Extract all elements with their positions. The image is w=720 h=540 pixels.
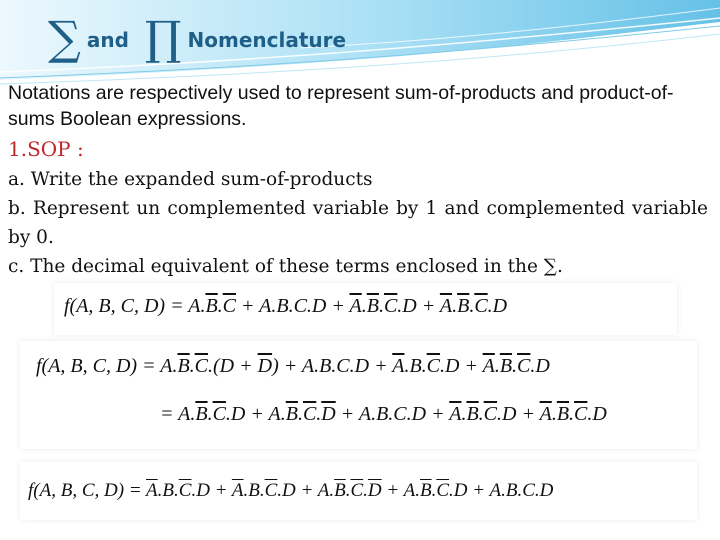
step-c: c. The decimal equivalent of these terms enclosed in the ∑. <box>8 256 563 277</box>
complemented-variable: $\overline{D}$ <box>367 480 382 501</box>
complemented-variable: $\overline{C}$ <box>574 403 588 425</box>
complemented-variable: $\overline{C}$ <box>302 403 317 425</box>
equation-term: .D + <box>397 295 440 317</box>
equation-term: . <box>378 295 384 317</box>
equation-term: . <box>461 403 467 425</box>
equation-term: . <box>316 403 322 425</box>
complemented-variable: $\overline{C}$ <box>264 480 278 501</box>
equation-term: . <box>452 295 458 317</box>
equation-term: .D + <box>191 480 232 501</box>
complemented-variable: $\overline{A}$ <box>146 480 158 501</box>
equation-term: . <box>431 480 437 501</box>
step-a: a. Write the expanded sum-of-products <box>8 169 373 190</box>
complemented-variable: $\overline{A}$ <box>449 403 462 425</box>
complemented-variable: $\overline{B}$ <box>457 295 470 317</box>
equation-term: . <box>363 480 368 501</box>
complemented-variable: $\overline{B}$ <box>499 355 513 377</box>
sum-symbol: ∑ <box>48 11 81 65</box>
equation-term: + A.B.C.D + <box>236 295 350 317</box>
complemented-variable: $\overline{B}$ <box>334 480 346 501</box>
equation-1 <box>64 295 507 318</box>
equation-box-2 <box>20 341 697 449</box>
intro-paragraph: Notations are respectively used to represent sum-of-products and product-of-sums Boolean expressions. <box>8 82 674 130</box>
complemented-variable: $\overline{B}$ <box>195 403 208 425</box>
complemented-variable: $\overline{B}$ <box>556 403 570 425</box>
complemented-variable: $\overline{C}$ <box>194 355 209 377</box>
complemented-variable: $\overline{C}$ <box>383 295 398 317</box>
complemented-variable: $\overline{C}$ <box>222 295 237 317</box>
complemented-variable: $\overline{D}$ <box>321 403 336 425</box>
equation-term: . <box>478 403 484 425</box>
equation-term: .B. <box>157 480 179 501</box>
equation-term: . <box>469 295 475 317</box>
equation-2-line-2 <box>160 403 607 426</box>
equation-term: .D + <box>440 355 483 377</box>
equation-3 <box>28 480 553 502</box>
equation-term: . <box>494 355 500 377</box>
equation-term: . <box>361 295 367 317</box>
equation-term: + A.B.C.D + <box>335 403 450 425</box>
product-symbol: ∏ <box>144 11 182 65</box>
equation-term: . <box>217 295 223 317</box>
sop-heading: 1.SOP : <box>8 137 84 161</box>
equation-term: .D + A.B.C.D <box>449 480 554 501</box>
complemented-variable: $\overline{C}$ <box>483 403 498 425</box>
complemented-variable: $\overline{B}$ <box>205 295 218 317</box>
equation-term: . <box>512 355 518 377</box>
equation-term: . <box>345 480 351 501</box>
equation-term: . <box>207 403 213 425</box>
complemented-variable: $\overline{C}$ <box>212 403 226 425</box>
equation-term: f(A, B, C, D) = <box>28 480 147 501</box>
sop-steps <box>8 165 708 281</box>
complemented-variable: $\overline{C}$ <box>426 355 441 377</box>
complemented-variable: $\overline{C}$ <box>474 295 488 317</box>
equation-term: .D <box>530 355 550 377</box>
title-word-nomenclature: Nomenclature <box>187 28 347 52</box>
equation-term: ) + A.B.C.D + <box>272 355 393 377</box>
equation-term: . <box>551 403 557 425</box>
equation-term: f(A, B, C, D) = A. <box>64 295 206 317</box>
equation-2-line-1 <box>36 355 550 378</box>
complemented-variable: $\overline{A}$ <box>392 355 405 377</box>
complemented-variable: $\overline{B}$ <box>419 480 432 501</box>
equation-term: .D <box>487 295 508 317</box>
complemented-variable: $\overline{C}$ <box>178 480 192 501</box>
equation-box-3 <box>20 462 697 520</box>
equation-term: .D + A. <box>277 480 335 501</box>
equation-term: .B. <box>243 480 265 501</box>
equation-term: . <box>569 403 575 425</box>
complemented-variable: $\overline{B}$ <box>366 295 379 317</box>
equation-term: = A. <box>160 403 196 425</box>
complemented-variable: $\overline{A}$ <box>439 295 453 317</box>
equation-term: f(A, B, C, D) = A. <box>36 355 178 377</box>
equation-term: .D + A. <box>225 403 286 425</box>
complemented-variable: $\overline{A}$ <box>539 403 552 425</box>
equation-term: + A. <box>381 480 420 501</box>
complemented-variable: $\overline{C}$ <box>517 355 531 377</box>
complemented-variable: $\overline{C}$ <box>350 480 364 501</box>
complemented-variable: $\overline{A}$ <box>231 480 244 501</box>
complemented-variable: $\overline{B}$ <box>285 403 298 425</box>
equation-term: . <box>189 355 195 377</box>
equation-box-1 <box>54 283 677 335</box>
equation-term: . <box>297 403 303 425</box>
step-b: b. Represent un complemented variable by 1 and complemented variable by 0. <box>8 198 708 248</box>
complemented-variable: $\overline{C}$ <box>436 480 450 501</box>
equation-term: .D + <box>497 403 540 425</box>
complemented-variable: $\overline{A}$ <box>349 295 362 317</box>
complemented-variable: $\overline{A}$ <box>482 355 495 377</box>
equation-term: .(D + <box>208 355 258 377</box>
slide-title <box>48 8 352 68</box>
equation-term: .B. <box>404 355 427 377</box>
complemented-variable: $\overline{B}$ <box>177 355 190 377</box>
title-word-and: and <box>86 28 129 52</box>
complemented-variable: $\overline{D}$ <box>257 355 273 377</box>
equation-term: .D <box>587 403 607 425</box>
complemented-variable: $\overline{B}$ <box>466 403 479 425</box>
